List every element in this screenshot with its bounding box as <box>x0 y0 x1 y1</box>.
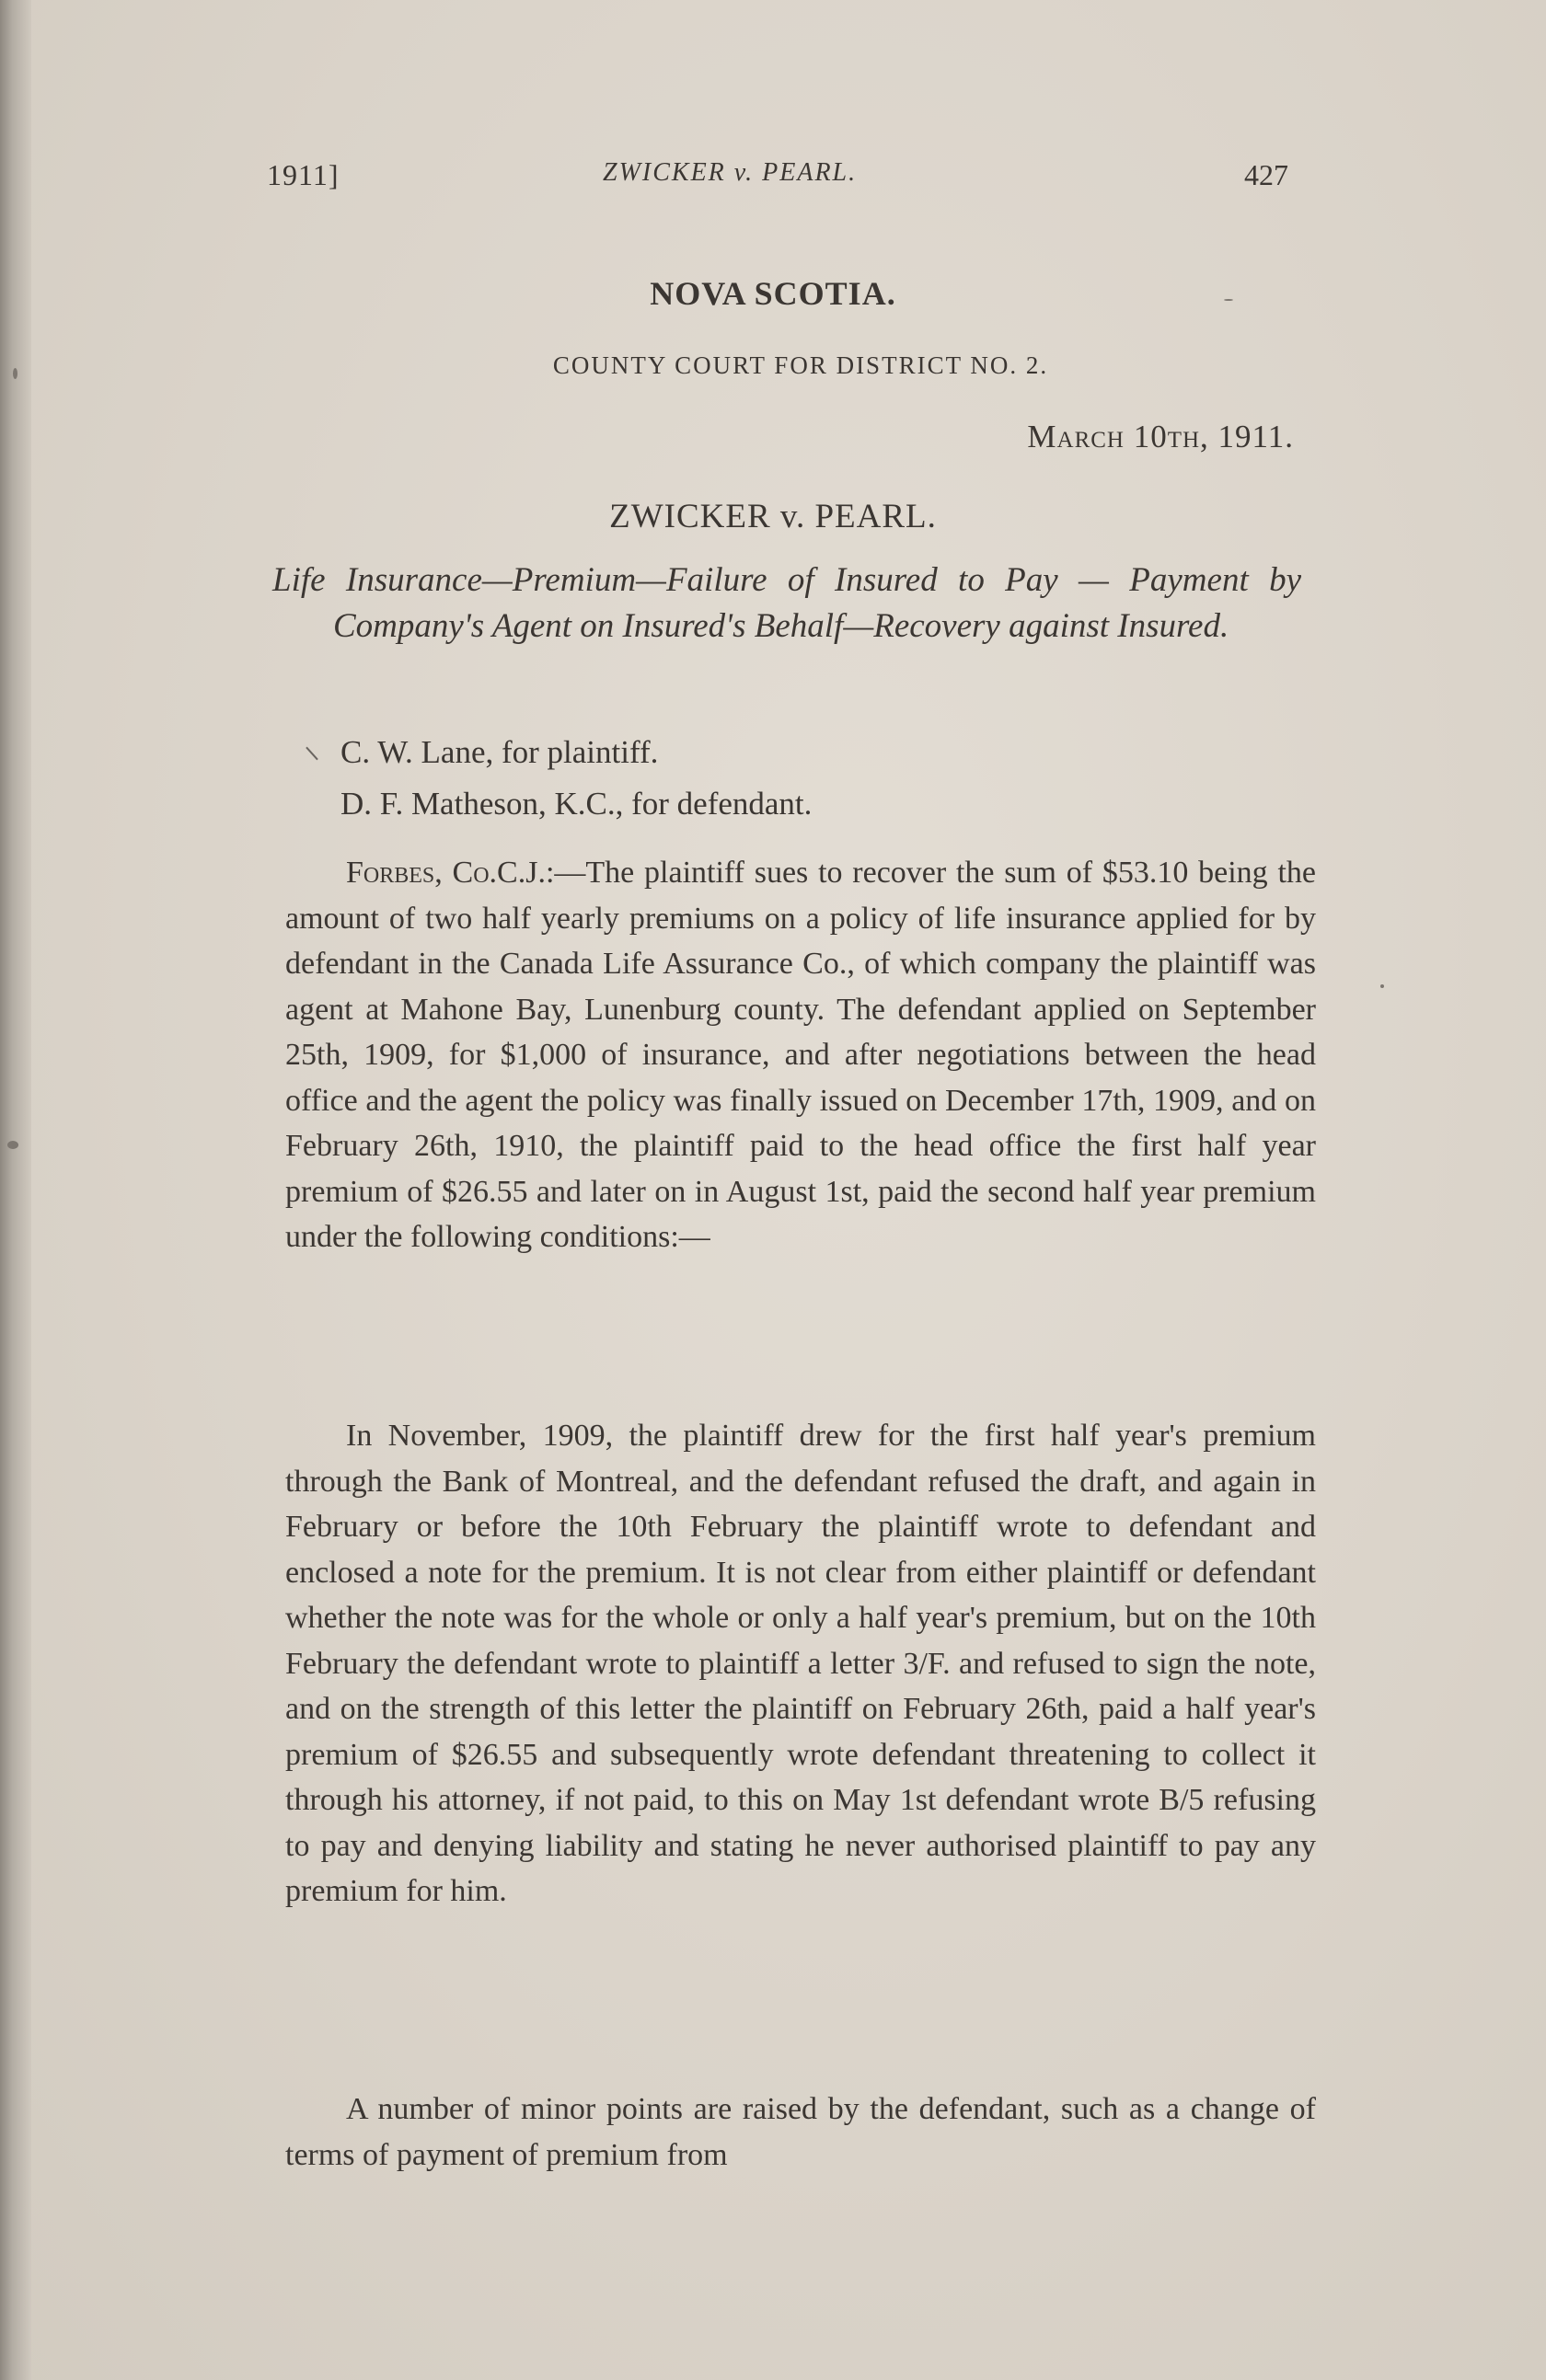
judge-name: Forbes, Co.C.J. <box>346 856 546 890</box>
judgment-paragraph-1 <box>285 850 1316 1260</box>
judgment-date: March 10th, 1911. <box>1027 419 1294 454</box>
paper-speck <box>13 368 17 379</box>
paper-speck <box>7 1141 18 1149</box>
counsel-defendant: D. F. Matheson, K.C., for defendant. <box>340 786 813 822</box>
page-number: 427 <box>1244 158 1288 191</box>
court-heading: COUNTY COURT FOR DISTRICT NO. 2. <box>552 351 1049 379</box>
headnote: Life Insurance—Premium—Failure of Insured to Pay — Payment by Company's Agent on Insured's Behalf—Recovery against Insured. <box>272 561 1301 645</box>
paper-speck <box>1224 299 1233 301</box>
judgment-paragraph-1-text: :—The plaintiff sues to recover the sum of $53.10 being the amount of two half yearly premiums on a policy of life insurance applied for by defendant in the Canada Life Assurance Co., of which company the plaintiff was agent at Mahone Bay, Lunenburg county. The defendant applied on September 25th, 1909, for $1,000 of insurance, and after negotiations between the head office and the agent the policy was finally issued on December 17th, 1909, and on February 26th, 1910, the plaintiff paid to the head office the first half year premium of $26.55 and later on in August 1st, paid the second half year premium under the following conditions:— <box>285 856 1316 1254</box>
running-head-case: ZWICKER v. PEARL. <box>603 158 858 187</box>
running-head <box>267 158 1288 204</box>
running-head-year: 1911] <box>267 158 340 191</box>
judgment-paragraph-2: In November, 1909, the plaintiff drew for the first half year's premium through the Bank of Montreal, and the defendant refused the draft, and again in February or before the 10th February the plaintiff wrote to defendant and enclosed a note for the premium. It is not clear from either plaintiff or defendant whether the note was for the whole or only a half year's premium, but on the 10th February the defendant wrote to plaintiff a letter 3/F. and refused to sign the note, and on the strength of this letter the plaintiff on February 26th, paid a half year's premium of $26.55 and subsequently wrote defendant threatening to collect it through his attorney, if not paid, to this on May 1st defendant wrote B/5 refusing to pay and denying liability and stating he never authorised plaintiff to pay any premium for him. <box>285 1419 1316 1908</box>
judgment-paragraph-3: A number of minor points are raised by the defendant, such as a change of terms of payment of premium from <box>285 2092 1316 2172</box>
jurisdiction-heading: NOVA SCOTIA. <box>650 275 896 312</box>
pencil-tick-mark <box>306 747 318 761</box>
case-title: ZWICKER v. PEARL. <box>609 498 937 535</box>
paper-speck <box>1380 984 1384 988</box>
counsel-plaintiff: C. W. Lane, for plaintiff. <box>340 734 659 770</box>
